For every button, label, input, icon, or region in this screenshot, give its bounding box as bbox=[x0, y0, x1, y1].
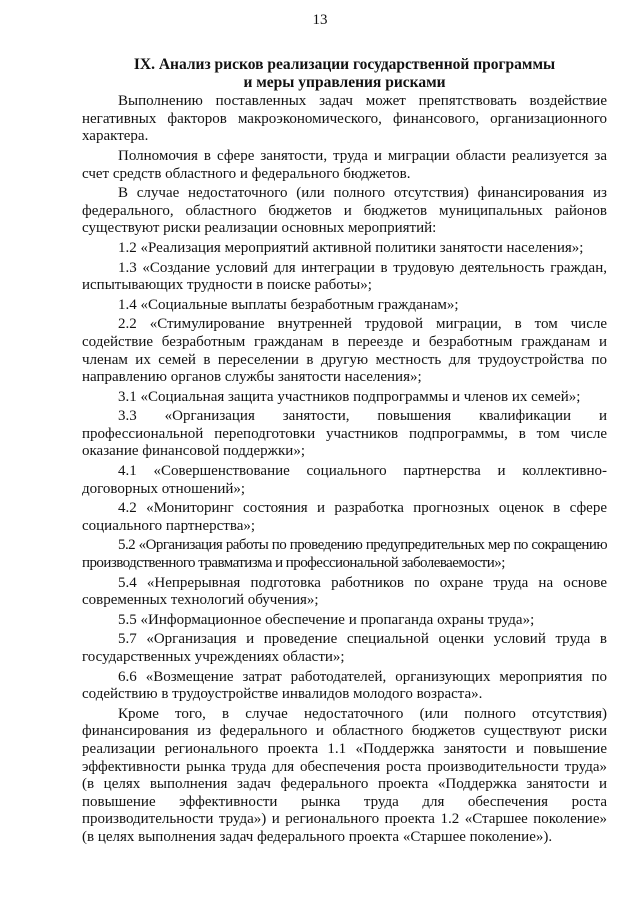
list-item-5-7: 5.7 «Организация и проведение специальной оценки условий труда в государственных учреждениях области»; bbox=[82, 631, 607, 665]
paragraph-intro: Выполнению поставленных задач может препятствовать воздействие негативных факторов макроэкономического, финансового, организационного характера. bbox=[82, 93, 607, 145]
list-item-5-4: 5.4 «Непрерывная подготовка работников по охране труда на основе современных технологий обучения»; bbox=[82, 574, 607, 609]
list-item-6-6: 6.6 «Возмещение затрат работодателей, организующих мероприятия по содействию в трудоустройстве инвалидов молодого возраста». bbox=[82, 668, 607, 703]
list-item-2-2: 2.2 «Стимулирование внутренней трудовой миграции, в том числе содействие безработным гражданам в переезде и безработным гражданам и членам их семей в переселении в другую местность для трудоустройства по направлению органов службы занятости населения»; bbox=[82, 316, 607, 386]
paragraph-authority: Полномочия в сфере занятости, труда и миграции области реализуется за счет средств областного и федерального бюджетов. bbox=[82, 147, 607, 182]
list-item-3-1: 3.1 «Социальная защита участников подпрограммы и членов их семей»; bbox=[118, 388, 581, 405]
list-item-3-3: 3.3 «Организация занятости, повышения квалификации и профессиональной переподготовки участников подпрограммы, в том числе оказание финансовой поддержки»; bbox=[82, 408, 607, 460]
section-heading bbox=[82, 56, 607, 91]
paragraph-regional-projects: Кроме того, в случае недостаточного (или полного отсутствия) финансирования из федерального и областного бюджетов существуют риски реализации регионального проекта 1.1 «Поддержка занятости и повышение эффективности рынка труда для обеспечения роста производительности труда» (в целях выполнения задач федерального проекта «Поддержка занятости и повышение эффективности рынка труда для обеспечения роста производительности труда») и регионального проекта 1.2 «Старшее поколение» (в целях выполнения задач федерального проекта «Старшее поколение»). bbox=[82, 705, 607, 845]
list-item-5-2: 5.2 «Организация работы по проведению предупредительных мер по сокращению производственного травматизма и профессиональной заболеваемости»; bbox=[82, 537, 607, 572]
document-body bbox=[82, 56, 607, 847]
section-heading-line-1: IX. Анализ рисков реализации государственной программы bbox=[133, 56, 556, 73]
page-number: 13 bbox=[312, 12, 328, 28]
list-item-1-3: 1.3 «Создание условий для интеграции в трудовую деятельность граждан, испытывающих трудности в поиске работы»; bbox=[82, 259, 607, 294]
list-item-1-4: 1.4 «Социальные выплаты безработным гражданам»; bbox=[118, 296, 459, 313]
list-item-4-2: 4.2 «Мониторинг состояния и разработка прогнозных оценок в сфере социального партнерства»; bbox=[82, 500, 607, 534]
list-item-5-5: 5.5 «Информационное обеспечение и пропаганда охраны труда»; bbox=[118, 611, 535, 628]
list-item-4-1: 4.1 «Совершенствование социального партнерства и коллективно-договорных отношений»; bbox=[82, 463, 607, 497]
list-item-1-2: 1.2 «Реализация мероприятий активной политики занятости населения»; bbox=[118, 239, 584, 256]
section-heading-line-2: и меры управления рисками bbox=[243, 73, 446, 91]
paragraph-funding-risk: В случае недостаточного (или полного отсутствия) финансирования из федерального, областного бюджетов и бюджетов муниципальных районов существуют риски реализации основных мероприятий: bbox=[82, 185, 607, 237]
